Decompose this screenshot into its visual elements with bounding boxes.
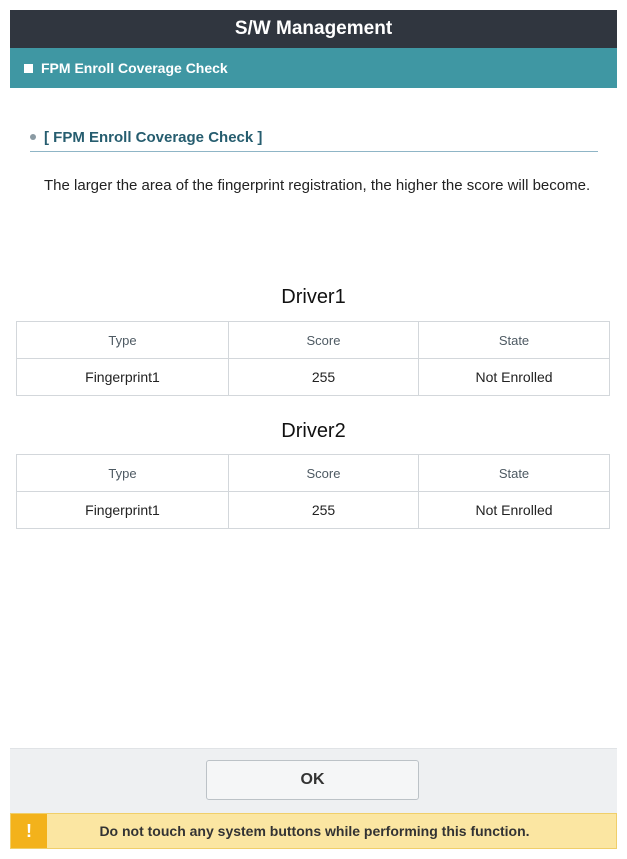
cell-score: 255 <box>229 359 419 396</box>
column-header-state: State <box>419 322 610 359</box>
table-header-row <box>17 322 610 359</box>
table-row <box>17 492 610 529</box>
cell-score: 255 <box>229 492 419 529</box>
column-header-score: Score <box>229 455 419 492</box>
driver1-table <box>16 321 610 396</box>
section-title: [ FPM Enroll Coverage Check ] <box>44 128 263 146</box>
title-bar <box>10 10 617 48</box>
description-text: The larger the area of the fingerprint registration, the higher the score will become. <box>44 177 591 194</box>
driver2-table <box>16 454 610 529</box>
warning-icon: ! <box>11 814 47 848</box>
app-window <box>10 10 617 849</box>
cell-state: Not Enrolled <box>419 492 610 529</box>
square-icon <box>24 64 33 73</box>
driver2-title: Driver2 <box>281 420 346 442</box>
table-header-row <box>17 455 610 492</box>
cell-type: Fingerprint1 <box>17 359 229 396</box>
bullet-icon <box>30 134 36 140</box>
column-header-type: Type <box>17 322 229 359</box>
button-bar <box>10 748 617 814</box>
cell-state: Not Enrolled <box>419 359 610 396</box>
sub-header <box>10 48 617 88</box>
section-header <box>30 123 598 152</box>
driver1-title: Driver1 <box>281 286 346 308</box>
cell-type: Fingerprint1 <box>17 492 229 529</box>
column-header-type: Type <box>17 455 229 492</box>
column-header-state: State <box>419 455 610 492</box>
table-row <box>17 359 610 396</box>
page-title: S/W Management <box>234 18 393 39</box>
ok-button[interactable]: OK <box>206 760 419 800</box>
warning-text: Do not touch any system buttons while performing this function. <box>99 823 530 839</box>
column-header-score: Score <box>229 322 419 359</box>
sub-header-label: FPM Enroll Coverage Check <box>41 60 228 76</box>
warning-bar <box>10 813 617 849</box>
